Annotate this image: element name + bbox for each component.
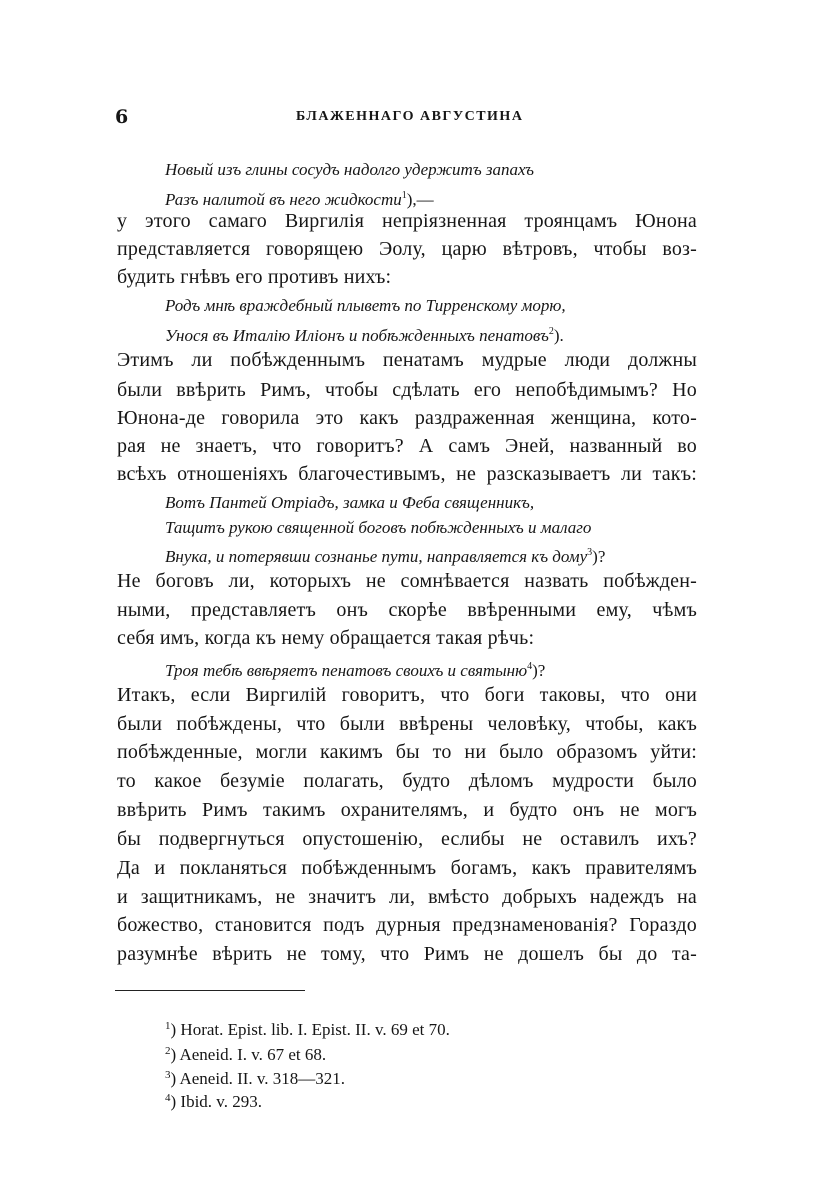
page-number: 6 — [115, 106, 129, 128]
verse-line: Унося въ Италію Иліонъ и побѣжденныхъ пенатовъ$^2$). — [165, 326, 564, 345]
footnote-ref: 3 — [587, 547, 593, 558]
verse-line: Родъ мнѣ враждебный плыветъ по Тирренскому морю, — [165, 296, 566, 315]
text-line: Юнона-де говорила это какъ раздраженная женщина, кото- — [117, 407, 697, 429]
verse-line: Разъ налитой въ него жидкости$^1$),— — [165, 190, 434, 209]
text-line: себя имъ, когда къ нему обращается такая рѣчь: — [117, 627, 535, 649]
footnote-ref: 1 — [401, 190, 407, 201]
text-line: будить гнѣвъ его противъ нихъ: — [117, 266, 392, 288]
verse-line: Троя тебѣ ввѣряетъ пенатовъ своихъ и святыню$^4$)? — [165, 661, 546, 680]
text-line: всѣхъ отношеніяхъ благочестивымъ, не разсказываетъ ли такъ: — [117, 463, 697, 485]
verse-line: Вотъ Пантей Отріадъ, замка и Феба священникъ, — [165, 493, 535, 512]
text-line: представляется говорящею Эолу, царю вѣтровъ, чтобы воз- — [117, 238, 697, 260]
text-line: то какое безуміе полагать, будто дѣломъ мудрости было — [117, 770, 697, 792]
footnote: $^3$) Aeneid. II. v. 318—321. — [165, 1069, 346, 1088]
text-line: разумнѣе вѣрить не тому, что Римъ не дошелъ бы до та- — [117, 943, 697, 965]
text-line: Итакъ, если Виргилій говоритъ, что боги таковы, что они — [117, 684, 697, 706]
running-head: БЛАЖЕННАГО АВГУСТИНА — [296, 109, 524, 124]
text-line: бы подвергнуться опустошенію, еслибы не оставилъ ихъ? — [117, 828, 697, 850]
text-line: Да и покланяться побѣжденнымъ богамъ, какъ правителямъ — [117, 857, 697, 879]
text-line: были побѣждены, что были ввѣрены человѣку, чтобы, какъ — [117, 713, 697, 735]
text-line: у этого самаго Виргилія непріязненная троянцамъ Юнона — [117, 210, 697, 232]
text-line: побѣжденные, могли какимъ бы то ни было образомъ уйти: — [117, 741, 697, 763]
verse-line: Тащитъ рукою священной боговъ побѣжденныхъ и малаго — [165, 518, 592, 537]
footnote-divider — [115, 990, 305, 991]
footnote: $^1$) Horat. Epist. lib. I. Epist. II. v. 69 et 70. — [165, 1020, 450, 1039]
text-line: ными, представляетъ онъ скорѣе ввѣренными ему, чѣмъ — [117, 599, 697, 621]
text-line: Не боговъ ли, которыхъ не сомнѣвается назвать побѣжден- — [117, 570, 697, 592]
text-line: были ввѣрить Римъ, чтобы сдѣлать его непобѣдимымъ? Но — [117, 379, 697, 401]
footnote: $^2$) Aeneid. I. v. 67 et 68. — [165, 1045, 327, 1064]
footnote-ref: 2 — [548, 326, 554, 337]
text-line: ввѣрить Римъ такимъ охранителямъ, и будто онъ не могъ — [117, 799, 697, 821]
text-line: божество, становится подъ дурныя предзнаменованія? Гораздо — [117, 914, 697, 936]
text-line: и защитникамъ, не значитъ ли, вмѣсто добрыхъ надеждъ на — [117, 886, 697, 908]
footnote-ref: 4 — [527, 661, 533, 672]
verse-line: Внука, и потерявши сознанье пути, направляется къ дому$^3$)? — [165, 547, 606, 566]
verse-line: Новый изъ глины сосудъ надолго удержитъ запахъ — [165, 160, 534, 179]
page-header — [0, 106, 840, 130]
text-line: рая не знаетъ, что говоритъ? А самъ Эней, названный во — [117, 435, 697, 457]
text-line: Этимъ ли побѣжденнымъ пенатамъ мудрые люди должны — [117, 349, 697, 371]
footnote: $^4$) Ibid. v. 293. — [165, 1092, 262, 1111]
